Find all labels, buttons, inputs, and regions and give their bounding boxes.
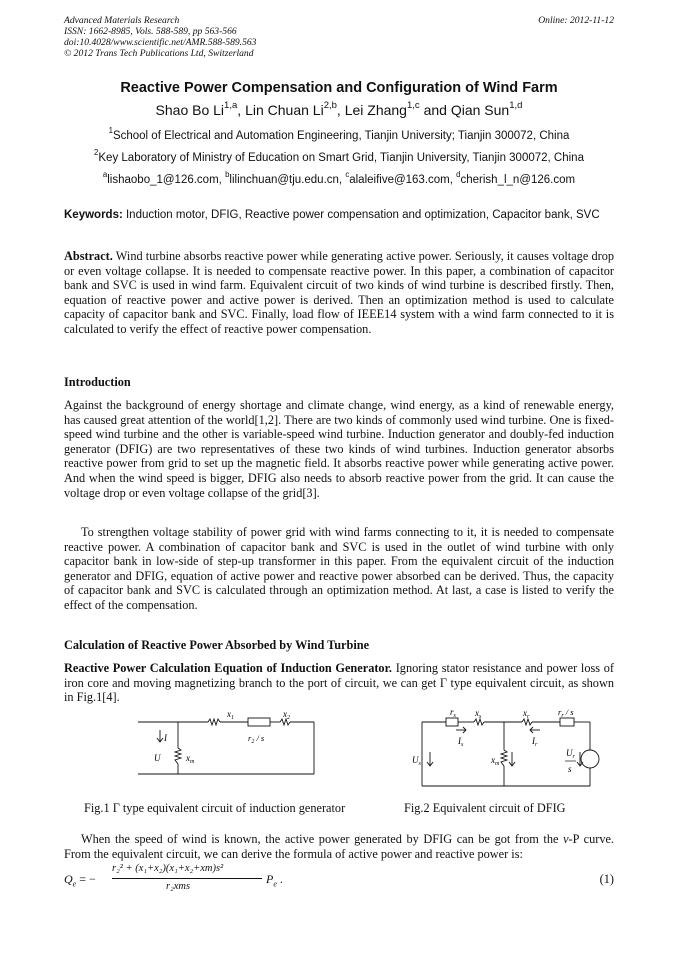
author: Lin Chuan Li$^{2,b}$, <box>245 100 345 118</box>
fig2-caption: Fig.2 Equivalent circuit of DFIG <box>404 801 566 815</box>
xr-label: $x_r$ <box>523 708 530 720</box>
copyright-line: © 2012 Trans Tech Publications Ltd, Switzerland <box>64 48 254 59</box>
introduction-paragraph-1: Against the background of energy shortage and climate change, wind energy, as a kind of renewable energy, has caused great attention of the world[1,2]. There are two kinds of commonly used wind turbine. One is fixed-speed wind turbine and the other is variable-speed wind turbine. Induction generator and doubly-fed induction generator (DFIG) are two representatives of these two kinds of wind turbines. Induction generator absorbs reactive power from grid to set up the magnetic field. It absorbs reactive power while generating active power. And when the wind speed is bigger, DFIG also needs to absorb reactive power from the grid. It can cause the voltage drop or even voltage collapse of the grid[3]. <box>64 398 614 500</box>
section-heading: Calculation of Reactive Power Absorbed by Wind Turbine <box>64 638 370 652</box>
online-date: Online: 2012-11-12 <box>538 15 614 26</box>
abstract: Abstract. Wind turbine absorbs reactive power while generating active power. Seriously, it causes voltage drop or even voltage collapse. It is needed to compensate reactive power. In this paper, a combination of capacitor bank and SVC is used in wind farm. Equivalent circuit of two kinds of wind turbine is described firstly. Then, equation of reactive power and active power is derived. Then an optimization method is used to calculate capacity of capacitor bank and SVC. Finally, load flow of IEEE14 system with a wind farm connected to it is calculated to verify the effect of reactive power compensation. <box>64 249 614 336</box>
xm-label: $x_m$ <box>491 755 500 767</box>
author-list <box>0 102 678 118</box>
ur-label: $U_r$ <box>566 748 575 760</box>
fig2-circuit-diagram <box>412 706 604 794</box>
ir-label: $I_r$ <box>532 736 538 748</box>
ur-source <box>581 750 599 768</box>
subsection-paragraph: Reactive Power Calculation Equation of Induction Generator. Ignoring stator resistance and power loss of iron core and moving magnetizing branch to the port of circuit, we can get Γ type equivalent circuit, as shown in Fig.1[4]. <box>64 661 615 705</box>
affiliation-2: $^2$Key Laboratory of Ministry of Education on Smart Grid, Tianjin University, Tianjin 300072, China <box>94 148 584 164</box>
xs-label: $x_s$ <box>475 708 482 720</box>
rr-resistor <box>560 718 574 726</box>
fig1-caption: Fig.1 Γ type equivalent circuit of induction generator <box>84 801 346 815</box>
x1-label: $x_1$ <box>227 709 234 721</box>
email: $^a$lishaobo_1@126.com, <box>102 170 226 186</box>
equation-numerator: r₂² + (x₁+x₂)(x₁+x₂+xm)s² <box>112 863 224 874</box>
email: $^d$cherish_l_n@126.com <box>456 170 576 186</box>
rs-resistor <box>446 718 458 726</box>
equation-number: (1) <box>599 872 614 886</box>
r2s-resistor <box>248 718 270 726</box>
x1-inductor <box>208 719 220 725</box>
email: $^c$alaleifive@163.com, <box>345 170 457 186</box>
email: $^b$lilinchuan@tju.edu.cn, <box>225 170 346 186</box>
paper-title: Reactive Power Compensation and Configuration of Wind Farm <box>120 80 558 96</box>
email-list <box>0 170 678 186</box>
equation-denominator: r₂xms <box>166 881 191 892</box>
author: Qian Sun$^{1,d}$ <box>450 100 523 118</box>
ur-denominator: s <box>568 764 572 774</box>
introduction-paragraph-2: To strengthen voltage stability of power grid with wind farms connecting to it, it is needed to compensate reactive power. A combination of capacitor bank and SVC is used in the outlet of wind turbine with only capacitor bank in low-side of step-up transformer in this paper. From the equivalent circuit of the induction generator and DFIG, equation of active power and reactive power absorbed can be derived. Thus, the capacity of capacitor bank and SVC is calculated through an optimization method. At last, a case is listed to verify the effect of the compensation. <box>64 525 614 612</box>
affiliation-1: $^1$School of Electrical and Automation Engineering, Tianjin University; Tianjin 300072, China <box>108 126 570 142</box>
xm-inductor <box>501 750 507 766</box>
issn-line: ISSN: 1662-8985, Vols. 588-589, pp 563-566 <box>64 26 237 37</box>
r2s-label: $r_2$ / s <box>248 733 265 745</box>
current-label: I <box>164 733 167 743</box>
introduction-heading: Introduction <box>64 375 131 389</box>
xm-inductor <box>175 748 181 764</box>
derivation-paragraph: When the speed of wind is known, the active power generated by DFIG can be got from the v-P curve. From the equivalent circuit, we can derive the formula of active power and reactive power is: <box>64 832 614 861</box>
author: Shao Bo Li$^{1,a}$, <box>155 100 246 118</box>
x2-label: $x_2$ <box>283 709 290 721</box>
journal-name: Advanced Materials Research <box>64 15 180 26</box>
voltage-label: U <box>154 753 161 763</box>
journal-header <box>64 15 256 59</box>
is-label: $I_s$ <box>458 736 464 748</box>
fig1-circuit-diagram <box>130 708 320 780</box>
rrs-label: $r_r$ / s <box>558 707 574 719</box>
rs-label: $r_s$ <box>450 707 456 719</box>
xm-label: $x_m$ <box>186 753 195 765</box>
us-label: $U_s$ <box>412 755 421 767</box>
author: Lei Zhang$^{1,c}$ and <box>344 100 451 118</box>
keywords: Keywords: Induction motor, DFIG, Reactive power compensation and optimization, Capacitor bank, SVC <box>64 209 600 221</box>
doi-line: doi:10.4028/www.scientific.net/AMR.588-589.563 <box>64 37 257 48</box>
